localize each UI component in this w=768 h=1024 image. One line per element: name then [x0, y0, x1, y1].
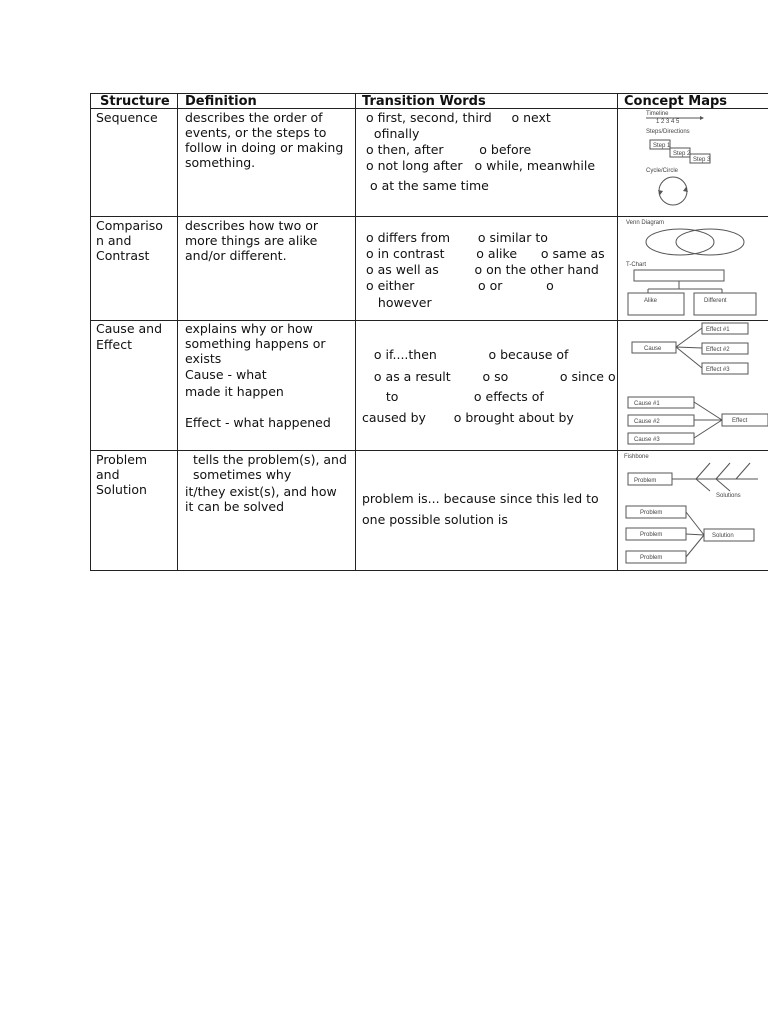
definition-line: sometimes why: [185, 467, 292, 482]
transition-line: o as a result o so o since o: [362, 369, 616, 384]
transition-line: o at the same time: [362, 178, 489, 193]
connector-line: [694, 420, 722, 438]
transition-line: to o effects of: [362, 389, 544, 404]
connector-line: [676, 347, 702, 368]
problem-label: Problem: [640, 555, 663, 561]
connector-line: [694, 402, 722, 420]
definition-line: Cause - what: [185, 367, 267, 382]
sequence-concept-map: [618, 109, 768, 216]
structure-problem-solution: Problem: [96, 452, 148, 467]
problem-solution-concept-map: [618, 451, 768, 570]
structure-cause-effect: Cause and: [96, 321, 163, 336]
cause-label: Cause: [644, 346, 662, 352]
structure-problem-solution: Solution: [96, 482, 147, 497]
connector-line: [686, 534, 704, 535]
table-border-bottom: [90, 570, 768, 571]
fishbone-bone: [716, 479, 730, 491]
transition-line: o either o or o: [362, 278, 554, 293]
fishbone-solutions-label: Solutions: [716, 493, 741, 499]
cause-label: Cause #3: [634, 437, 660, 443]
definition-line: explains why or how: [185, 321, 313, 336]
definition-line: and/or different.: [185, 248, 287, 263]
fishbone-bone: [696, 463, 710, 479]
transition-line: o as well as o on the other hand: [362, 262, 599, 277]
fishbone-bone: [696, 479, 710, 491]
arrow-right-icon: [700, 116, 704, 120]
header-transition-words: Transition Words: [362, 94, 486, 109]
definition-line: it can be solved: [185, 499, 285, 514]
comparison-concept-map: [618, 217, 768, 320]
map-label-timeline: Timeline: [646, 111, 669, 117]
definition-line: made it happen: [185, 384, 284, 399]
connector-line: [676, 328, 702, 347]
structure-problem-solution: and: [96, 467, 120, 482]
problem-label: Problem: [640, 532, 663, 538]
definition-line: follow in doing or making: [185, 140, 344, 155]
header-definition: Definition: [185, 94, 257, 109]
effect-label: Effect #3: [706, 367, 730, 373]
definition-line: more things are alike: [185, 233, 318, 248]
step-label: Step 2: [673, 151, 691, 157]
venn-circle-left: [646, 229, 714, 255]
table-border-left: [90, 93, 91, 571]
transition-line: o in contrast o alike o same as: [362, 246, 605, 261]
tchart-different-box: [694, 293, 756, 315]
structure-comparison: Compariso: [96, 218, 163, 233]
problem-label: Problem: [634, 478, 657, 484]
solution-label: Solution: [712, 533, 734, 539]
structure-sequence: Sequence: [96, 110, 158, 125]
map-label-fishbone: Fishbone: [624, 454, 649, 460]
cause-effect-concept-map: [618, 321, 768, 450]
tchart-different-label: Different: [704, 298, 727, 304]
structure-cause-effect: Effect: [96, 337, 132, 352]
header-structure: Structure: [100, 94, 170, 109]
transition-line: problem is... because since this led to: [362, 491, 599, 506]
tchart-alike-label: Alike: [644, 298, 658, 304]
map-label-venn: Venn Diagram: [626, 220, 665, 226]
effect-label: Effect #2: [706, 347, 730, 353]
map-label-cycle: Cycle/Circle: [646, 168, 679, 174]
table-col-rule: [355, 93, 356, 571]
connector-line: [686, 535, 704, 557]
connector-line: [686, 512, 704, 535]
structure-comparison: n and: [96, 233, 132, 248]
transition-line: o differs from o similar to: [362, 230, 548, 245]
cause-label: Cause #1: [634, 401, 660, 407]
problem-label: Problem: [640, 510, 663, 516]
transition-line: caused by o brought about by: [362, 410, 574, 425]
transition-line: o then, after o before: [362, 142, 532, 157]
header-concept-maps: Concept Maps: [624, 94, 728, 109]
map-label-steps: Steps/Directions: [646, 129, 690, 135]
transition-line: one possible solution is: [362, 512, 508, 527]
definition-line: tells the problem(s), and: [185, 452, 347, 467]
timeline-ticks: 1 2 3 4 5: [656, 119, 680, 125]
fishbone-bone: [716, 463, 730, 479]
definition-line: Effect - what happened: [185, 415, 331, 430]
tchart-top-box: [634, 270, 724, 281]
definition-line: describes the order of: [185, 110, 323, 125]
cause-label: Cause #2: [634, 419, 660, 425]
definition-line: something.: [185, 155, 256, 170]
transition-line: however: [362, 295, 432, 310]
tchart-alike-box: [628, 293, 684, 315]
cycle-circle: [659, 177, 687, 205]
definition-line: it/they exist(s), and how: [185, 484, 337, 499]
definition-line: exists: [185, 351, 222, 366]
definition-line: describes how two or: [185, 218, 319, 233]
definition-line: something happens or: [185, 336, 326, 351]
table-col-rule: [177, 93, 178, 571]
map-label-tchart: T-Chart: [626, 262, 647, 268]
definition-line: events, or the steps to: [185, 125, 327, 140]
transition-line: o first, second, third o next: [362, 110, 551, 125]
effect-label: Effect: [732, 418, 748, 424]
step-label: Step 1: [653, 143, 671, 149]
transition-line: o if....then o because of: [362, 347, 569, 362]
effect-label: Effect #1: [706, 327, 730, 333]
connector-line: [676, 347, 702, 348]
transition-line: o not long after o while, meanwhile: [362, 158, 596, 173]
structure-comparison: Contrast: [96, 248, 150, 263]
fishbone-bone: [736, 463, 750, 479]
step-label: Step 3: [693, 157, 711, 163]
venn-circle-right: [676, 229, 744, 255]
transition-line: ofinally: [362, 126, 420, 141]
